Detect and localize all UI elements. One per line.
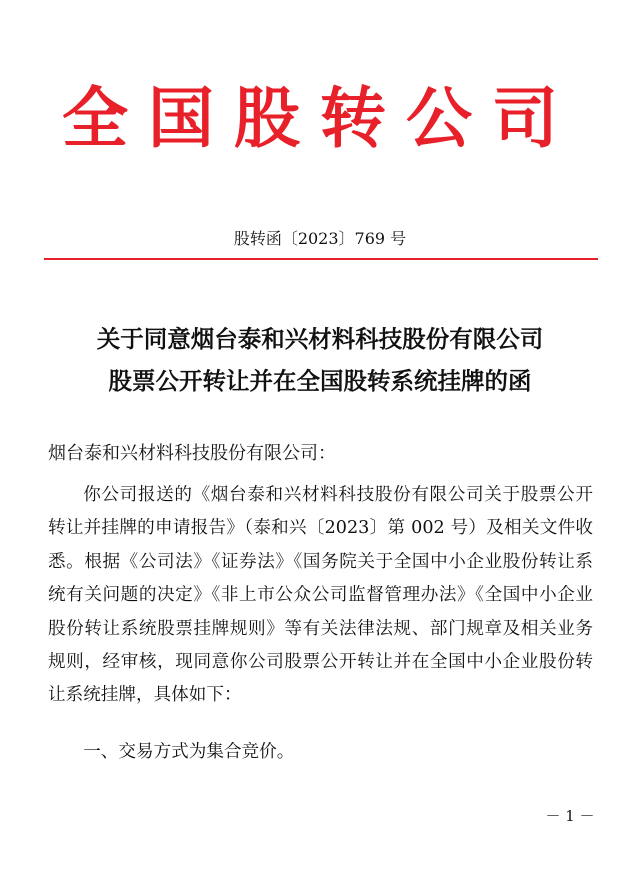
body-paragraph: 你公司报送的《烟台泰和兴材料科技股份有限公司关于股票公开转让并挂牌的申请报告》（泰和兴〔2023〕第 002 号）及相关文件收悉。根据《公司法》《证券法》《国务院关于全国中小企业股份转让系统有关问题的决定》《非上市公众公司监督管理办法》《全国中小企业股份转让系统股票挂牌规则》等有关法律法规、部门规章及相关业务规则，经审核，现同意你公司股票公开转让并在全国中小企业股份转让系统挂牌，具体如下： (48, 485, 593, 706)
document-title (40, 318, 600, 402)
list-item-trading-method: 一、交易方式为集合竞价。 (83, 742, 295, 762)
document-title-line-2: 股票公开转让并在全国股转系统挂牌的函 (108, 367, 532, 395)
salutation: 烟台泰和兴材料科技股份有限公司： (48, 443, 336, 464)
document-number: 股转函〔2023〕769 号 (233, 229, 407, 248)
page-number: － 1 － (545, 807, 595, 825)
document-title-line-1: 关于同意烟台泰和兴材料科技股份有限公司 (96, 325, 544, 353)
letterhead-title: 全国股转公司 (62, 79, 578, 157)
red-divider-line (44, 258, 598, 260)
